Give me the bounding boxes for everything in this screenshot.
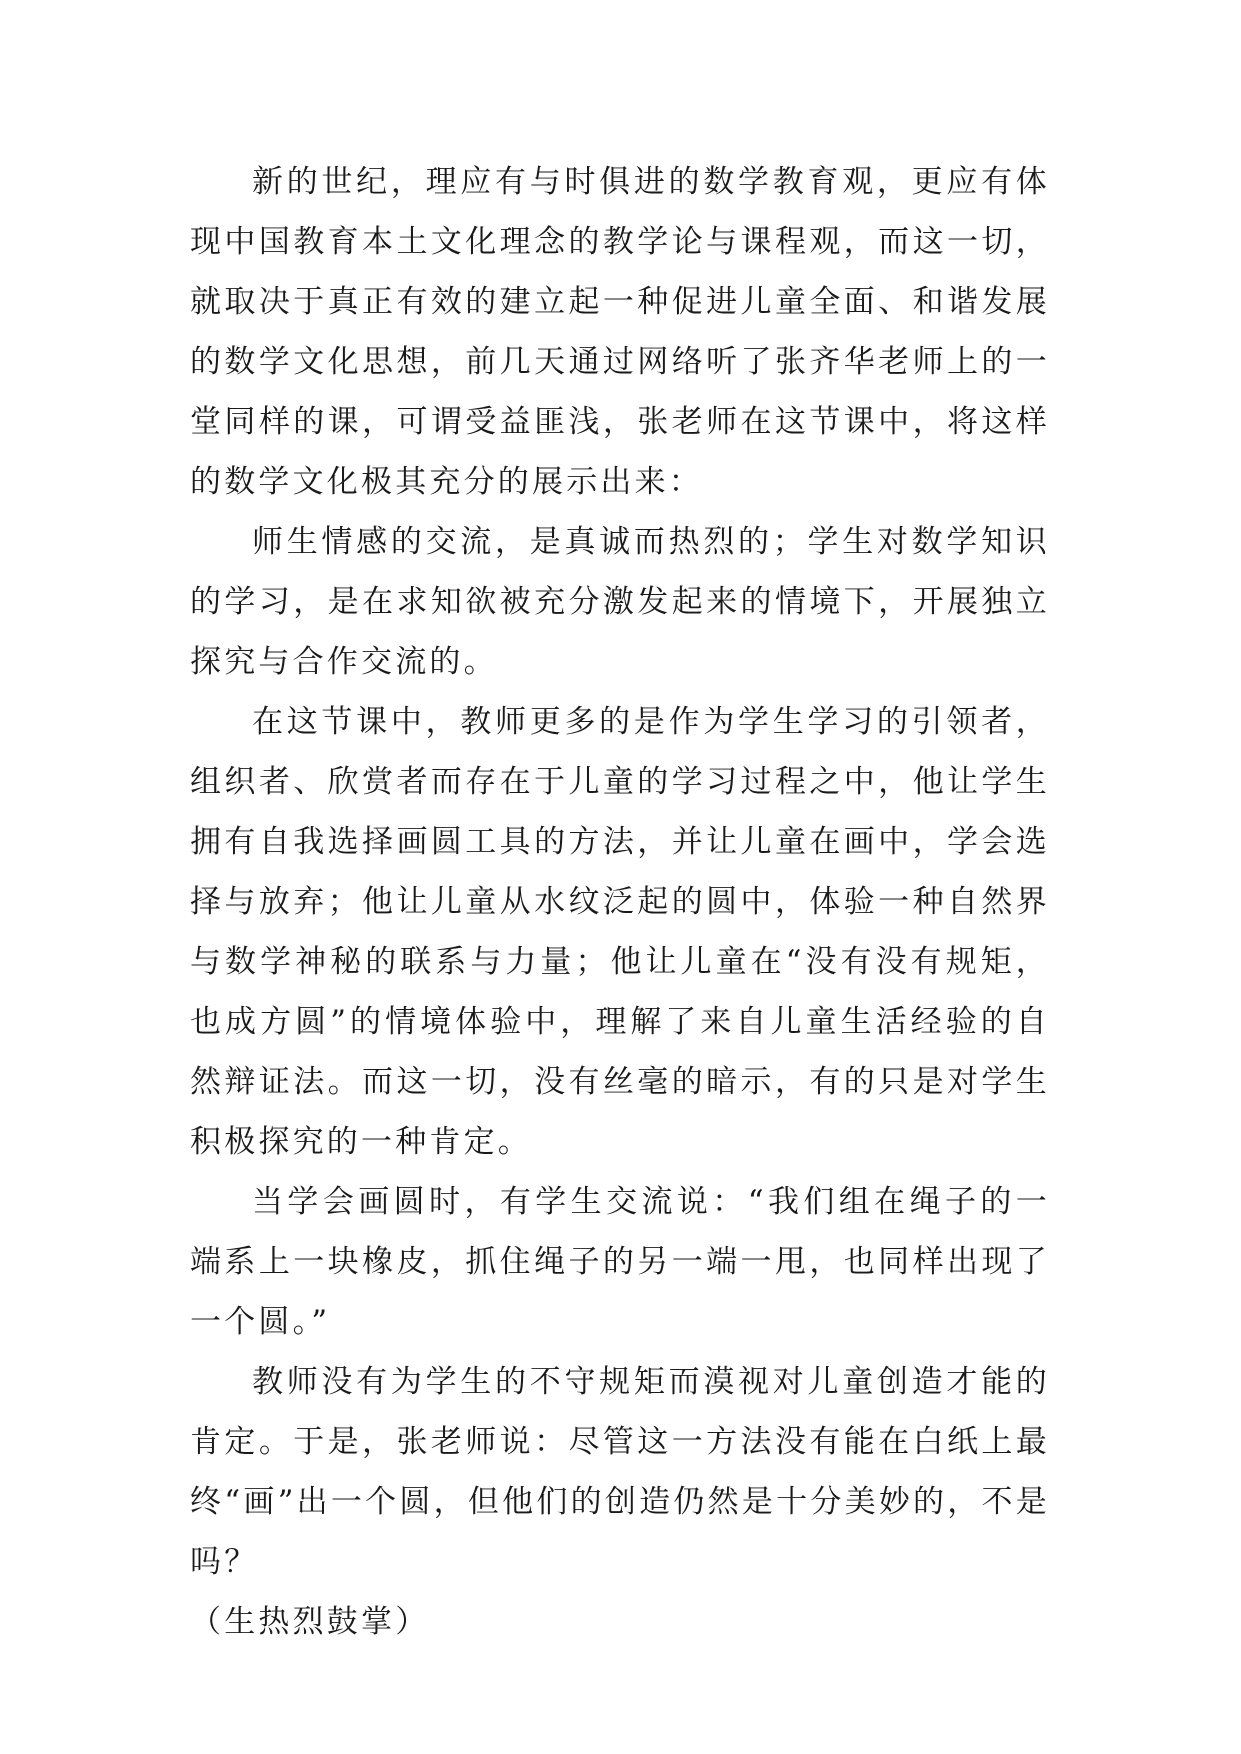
paragraph-2: 师生情感的交流，是真诚而热烈的；学生对数学知识的学习，是在求知欲被充分激发起来的情境下，开展独立探究与合作交流的。 [190, 524, 1050, 680]
paragraph-4: 当学会画圆时，有学生交流说：“我们组在绳子的一端系上一块橡皮，抓住绳子的另一端一甩，也同样出现了一个圆。” [190, 1184, 1050, 1340]
paragraph-3: 在这节课中，教师更多的是作为学生学习的引领者，组织者、欣赏者而存在于儿童的学习过程之中，他让学生拥有自我选择画圆工具的方法，并让儿童在画中，学会选择与放弃；他让儿童从水纹泛起的圆中，体验一种自然界与数学神秘的联系与力量；他让儿童在“没有没有规矩，也成方圆”的情境体验中，理解了来自儿童生活经验的自然辩证法。而这一切，没有丝毫的暗示，有的只是对学生积极探究的一种肯定。 [190, 704, 1050, 1160]
paragraph-1: 新的世纪，理应有与时俱进的数学教育观，更应有体现中国教育本土文化理念的教学论与课程观，而这一切，就取决于真正有效的建立起一种促进儿童全面、和谐发展的数学文化思想，前几天通过网络听了张齐华老师上的一堂同样的课，可谓受益匪浅，张老师在这节课中，将这样的数学文化极其充分的展示出来： [190, 164, 1050, 500]
closing-note: （生热烈鼓掌） [190, 1604, 430, 1640]
document-body [190, 152, 1050, 1652]
paragraph-5: 教师没有为学生的不守规矩而漠视对儿童创造才能的肯定。于是，张老师说：尽管这一方法没有能在白纸上最终“画”出一个圆，但他们的创造仍然是十分美妙的，不是吗？ [190, 1364, 1050, 1580]
